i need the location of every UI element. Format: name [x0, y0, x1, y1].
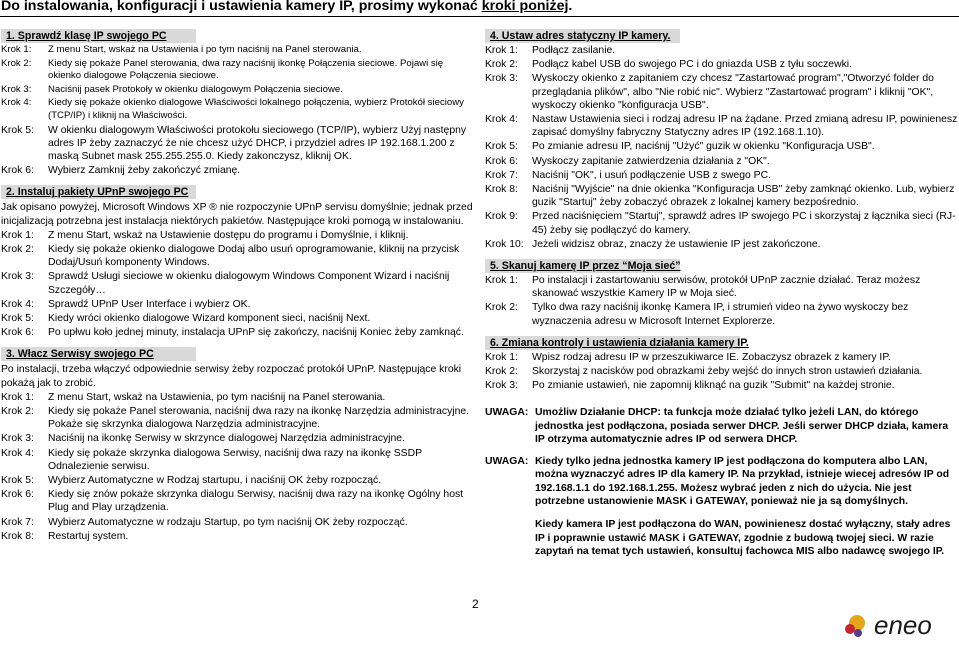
- step-row: Krok 1: Z menu Start, wskaż na Ustawienia, po tym naciśnij na Panel sterowania.: [1, 391, 386, 403]
- step-row: Krok 1: Po instalacji i zastartowaniu serwisów, protokół UPnP zacznie działać. Teraz możesz skanować wszystkie Kamery IP w Moja sieć.: [485, 275, 921, 300]
- section-2-intro: Jak opisano powyżej, Microsoft Windows XP ® nie rozpoczynie UPnP servisu domyślnie; jednak przed inicjalizacją potrzebna jest instalacja niektórych pakietów. Następujące kroki pomogą w instalowaniu.: [1, 202, 473, 227]
- step-row: Krok 1: Wpisz rodzaj adresu IP w przeszukiwarce IE. Zobaczysz obrazek z kamery IP.: [485, 351, 891, 363]
- right-column: [485, 27, 959, 559]
- step-row: Krok 2: Skorzystaj z nacisków pod obrazkami żeby wejść do innych stron ustawień działania.: [485, 366, 923, 378]
- step-row: Krok 2: Podłącz kabel USB do swojego PC i do gniazda USB z tyłu soczewki.: [485, 59, 852, 71]
- step-row: Krok 7: Wybierz Automatyczne w rodzaju Startup, po tym naciśnij OK żeby rozpocząć.: [1, 516, 408, 528]
- step-row: Krok 4: Sprawdź UPnP User Interface i wybierz OK.: [1, 298, 251, 310]
- section-2-heading: 2. Instaluj pakiety UPnP swojego PC: [1, 185, 196, 199]
- section-6-heading: 6. Zmiana kontroly i ustawienia działania kamery IP.: [485, 336, 740, 350]
- note-single-camera: UWAGA: Kiedy tylko jedna jednostka kamery IP jest podłączona do komputera albo LAN, można wyznaczyć adres IP dla kamery IP. Na przykład, istnieje wiecej adresów IP od 192.168.1.1 do 192.168.1.255. Możesz wybrać jeden z nich do użycia. Nie jest potrzebne ustanowienie MASK i GATEWAY, ponieważ nie ja są domyślnych.: [485, 455, 950, 507]
- title-text-after: .: [568, 0, 573, 14]
- note-wan: Kiedy kamera IP jest podłączona do WAN, powinienesz dostać wyłączny, stały adres IP i poprawnie ustawić MASK i GATEWAY, zgodnie z budową twojej sieci. W razie zapytań na temat tych ustawień, konsultuj fachowca MIS albo nadawcę swojego IP.: [535, 519, 951, 558]
- section-3-intro: Po instalacji, trzeba włączyć odpowiednie serwisy żeby rozpoczać protokół UPnP. Następujące kroki pokażą jak to zrobić.: [1, 364, 462, 389]
- step-row: Krok 5: W okienku dialogowym Właściwości protokołu sieciowego (TCP/IP), wybierz Użyj następny adres IP żeby zaznaczyć że nie chcesz użyć DHCP, i przydziel adres IP 192.168.1.200 z maską Subnet mask 255.255.255.0. Kiedy zakonczysz, kliknij OK.: [1, 124, 467, 162]
- step-row: Krok 6: Po upłwu koło jednej minuty, instalacja UPnP się zakończy, naciśnij Koniec żeby zamknąć.: [1, 327, 464, 339]
- step-row: Krok 3: Naciśnij na ikonkę Serwisy w skrzynce dialogowej Narzędzia administracyjne.: [1, 433, 405, 445]
- step-row: Krok 4: Kiedy się pokaże skrzynka dialogowa Serwisy, naciśnij dwa razy na ikonkę SSDP Odnalezienie serwisu.: [1, 447, 422, 472]
- section-1-heading: 1. Sprawdź klasę IP swojego PC: [1, 29, 196, 43]
- step-row: Krok 2: Kiedy się pokaże Panel sterowania, naciśnij dwa razy na ikonkę Narzędzia administracyjne. Pokaże się skrzynka dialogowa Narzędzia administracyjne.: [1, 406, 470, 431]
- step-row: Krok 8: Restartuj system.: [1, 530, 129, 542]
- step-row: Krok 1: Podłącz zasilanie.: [485, 45, 616, 56]
- title-link[interactable]: kroki poniżej: [481, 0, 569, 14]
- step-row: Krok 8: Naciśnij "Wyjście" na dnie okienka "Konfiguracja USB" żeby zamknąć okienko. Lub, wybierz guzik "Startuj" żeby zobaczyć obrazek z lokalnej kamery bezpośrednio.: [485, 184, 955, 209]
- step-row: Krok 9: Przed naciśnięciem "Startuj", sprawdź adres IP swojego PC i skorzystaj z łącznika sieci (RJ-45) żeby się podłączyć do kamery.: [485, 211, 956, 236]
- section-4-heading: 4. Ustaw adres statyczny IP kamery.: [485, 29, 680, 43]
- title-text-before: Do instalowania, konfiguracji i ustawienia kamery IP, prosimy wykonać: [1, 0, 482, 14]
- section-3-heading: 3. Włacz Serwisy swojego PC: [1, 347, 196, 361]
- step-row: Krok 2: Kiedy się pokaże Panel sterowania, dwa razy naciśnij ikonkę Połączenia sieciowe. Pojawi się okienko dialogowe Połączenia sieciowe.: [1, 57, 444, 82]
- step-row: Krok 1: Z menu Start, wskaż na Ustawienia i po tym naciśnij na Panel sterowania.: [1, 44, 362, 55]
- step-row: Krok 3: Naciśnij pasek Protokoły w okienku dialogowym Połączenia sieciowe.: [1, 83, 343, 95]
- step-row: Krok 2: Tylko dwa razy naciśnij ikonkę Kamera IP, i strumień video na żywo wyskoczy bez wyznaczenia adresu w Microsoft Internet Explorerze.: [485, 302, 909, 327]
- step-row: Krok 6: Kiedy się znów pokaże skrzynka dialogu Serwisy, naciśnij dwa razy na ikonkę Ogólny host Plug and Play urządzenia.: [1, 489, 464, 514]
- step-row: Krok 6: Wyskoczy zapitanie zatwierdzenia działania z "OK".: [485, 155, 770, 167]
- step-row: Krok 4: Kiedy się pokaże okienko dialogowe Właściwości lokalnego połączenia, wybierz Protokół sieciowy (TCP/IP) i kliknij na Właściwości.: [1, 97, 464, 121]
- step-row: Krok 5: Kiedy wróci okienko dialogowe Wizard komponent sieci, naciśnij Next.: [1, 313, 371, 324]
- section-5-heading: 5. Skanuj kamerę IP przez “Moja sieć”: [485, 259, 680, 273]
- step-row: Krok 1: Z menu Start, wskaż na Ustawienie dostępu do programu i Domyślnie, i kliknij.: [1, 229, 409, 241]
- logo-wordmark: eneo: [874, 610, 932, 640]
- step-row: Krok 10: Jeżeli widzisz obraz, znaczy że ustawienie IP jest zakończone.: [485, 238, 821, 250]
- step-row: Krok 3: Sprawdź Usługi sieciowe w okienku dialogowym Windows Component Wizard i naciśnij Szczegóły…: [1, 271, 450, 296]
- page-number: 2: [472, 597, 479, 611]
- step-row: Krok 3: Wyskoczy okienko z zapitaniem czy chcesz "Zastartować program","Otworzyć folder do przeglądania plików", albo "Nie robić nic". Wybierz "Zastartować program" i kliknij "OK", wyskoczy okienko "konfiguracja USB".: [485, 73, 934, 111]
- step-row: Krok 7: Naciśnij "OK", i usuń podłączenie USB z swego PC.: [485, 169, 771, 181]
- step-row: Krok 4: Nastaw Ustawienia sieci i rodzaj adresu IP na żądane. Przed zmianą adresu IP, powinienesz zapisać domyślny fabryczny Statyczny adres IP (192.168.1.10).: [485, 114, 958, 139]
- logo-circle-purple: [854, 629, 862, 637]
- eneo-logo: [844, 606, 952, 644]
- note-dhcp: UWAGA: Umożliw Działanie DHCP: ta funkcja może działać tylko jeżeli LAN, do którego jednostka jest podłączona, posiada serwer DHCP. Jeśli serwer DHCP działa, kamera IP otrzyma automatycznie adres IP od serwera DHCP.: [485, 407, 949, 446]
- step-row: Krok 2: Kiedy się pokaże okienko dialogowe Dodaj albo usuń oprogramowanie, kliknij na przycisk Dodaj/Usuń komponenty Windows.: [1, 243, 460, 269]
- title-rule: [0, 16, 959, 17]
- step-row: Krok 3: Po zmianie ustawień, nie zapomnij kliknąć na guzik "Submit" na każdej stronie.: [485, 380, 895, 392]
- eneo-logo-mark: [844, 606, 952, 644]
- step-row: Krok 5: Wybierz Automatyczne w Rodzaj startupu, i naciśnij OK żeby rozpocząć.: [1, 475, 382, 487]
- step-row: Krok 6: Wybierz Zamknij żeby zakończyć zmianę.: [1, 165, 241, 177]
- step-row: Krok 5: Po zmianie adresu IP, naciśnij "Użyć" guzik w okienku "Konfiguracja USB".: [485, 141, 875, 153]
- logo-circle-red: [845, 624, 855, 634]
- left-column: [1, 27, 477, 543]
